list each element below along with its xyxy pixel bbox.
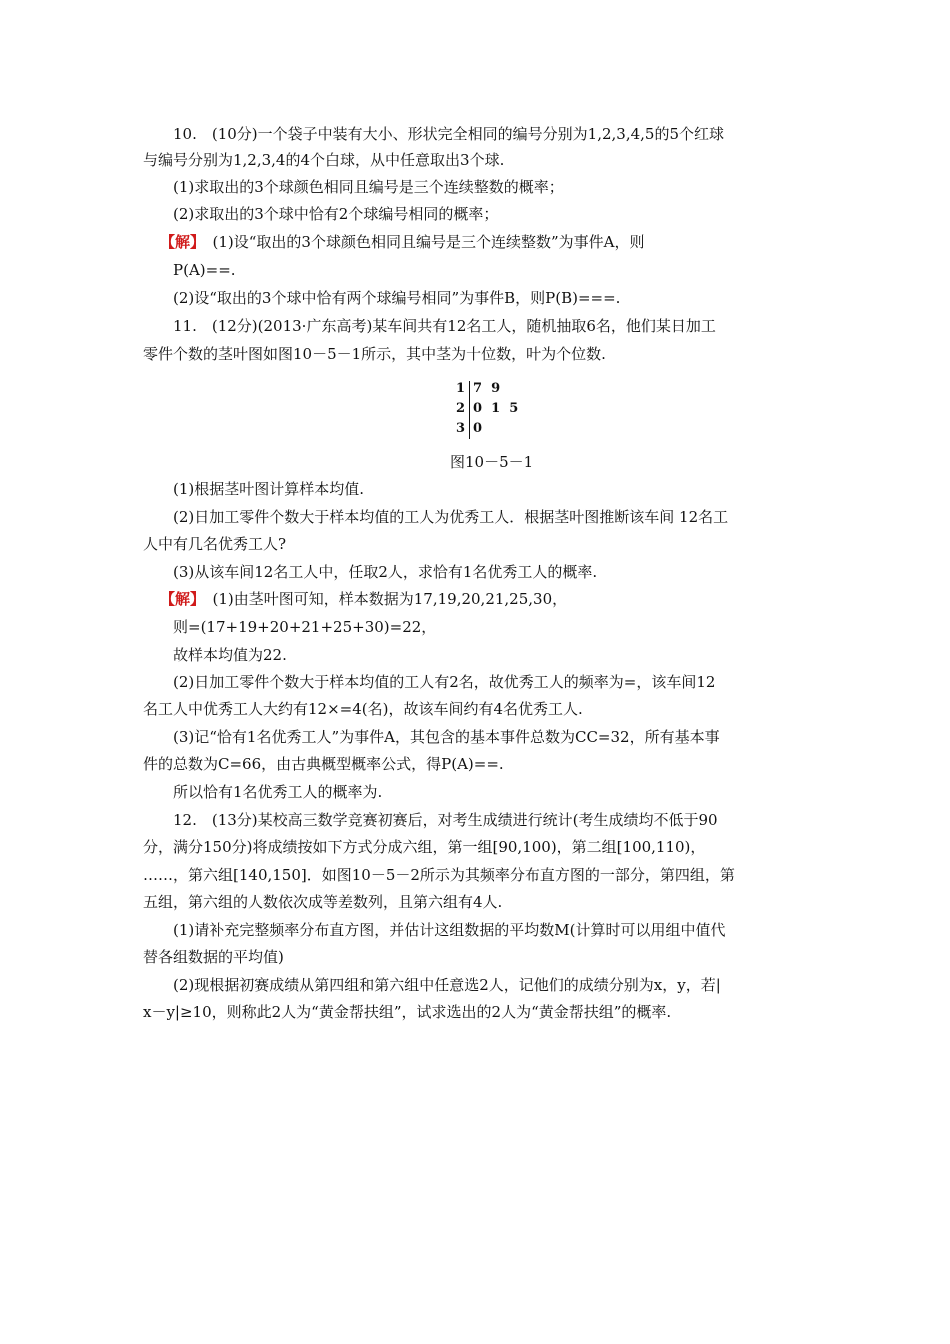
leaf-values: 0 1 5 <box>473 401 519 416</box>
q11-solution-line-3: 故样本均值为22. <box>173 646 287 664</box>
q11-solution-line-6: (3)记“恰有1名优秀工人”为事件A，其包含的基本事件总数为CC=32，所有基本事 <box>173 728 720 746</box>
q10-part-2: (2)求取出的3个球中恰有2个球编号相同的概率； <box>173 205 499 223</box>
q10-solution-text-1: (1)设“取出的3个球颜色相同且编号是三个连续整数”为事件A，则 <box>197 233 645 251</box>
q11-solution-line-5: 名工人中优秀工人大约有12×=4(名)，故该车间约有4名优秀工人. <box>143 700 583 718</box>
solution-label: 【解】 <box>160 233 198 251</box>
q12-part-2-line-1: (2)现根据初赛成绩从第四组和第六组中任意选2人，记他们的成绩分别为x，y，若| <box>173 976 721 994</box>
stem-value: 1 <box>455 381 465 396</box>
q12-part-1-line-2: 替各组数据的平均值) <box>143 948 284 966</box>
q10-part-1: (1)求取出的3个球颜色相同且编号是三个连续整数的概率； <box>173 178 564 196</box>
stem-leaf-plot <box>453 379 533 441</box>
q10-stem-line-1: 10. (10分)一个袋子中装有大小、形状完全相同的编号分别为1,2,3,4,5的5个红球 <box>173 125 724 143</box>
q12-stem-line-3: ……，第六组[140,150]．如图10－5－2所示为其频率分布直方图的一部分，第四组，第 <box>143 866 735 884</box>
q11-part-3: (3)从该车间12名工人中，任取2人，求恰有1名优秀工人的概率. <box>173 563 598 581</box>
q12-stem-line-4: 五组，第六组的人数依次成等差数列，且第六组有4人. <box>143 893 503 911</box>
stem-leaf-row <box>453 399 518 419</box>
q11-stem-line-2: 零件个数的茎叶图如图10－5－1所示，其中茎为十位数，叶为个位数. <box>143 345 606 363</box>
q10-solution-line-3: (2)设“取出的3个球中恰有两个球编号相同”为事件B，则P(B)===. <box>173 289 621 307</box>
q12-stem-line-1: 12. (13分)某校高三数学竞赛初赛后，对考生成绩进行统计(考生成绩均不低于90 <box>173 811 718 829</box>
stem-leaf-row <box>453 419 482 439</box>
q11-solution-line-8: 所以恰有1名优秀工人的概率为. <box>173 783 383 801</box>
q11-solution-line-4: (2)日加工零件个数大于样本均值的工人有2名，故优秀工人的频率为=，该车间12 <box>173 673 716 691</box>
stem-value: 2 <box>455 401 465 416</box>
q11-part-2-line-1: (2)日加工零件个数大于样本均值的工人为优秀工人．根据茎叶图推断该车间 12名工 <box>173 508 729 526</box>
q10-stem-line-2: 与编号分别为1,2,3,4的4个白球，从中任意取出3个球. <box>143 151 505 169</box>
q12-stem-line-2: 分，满分150分)将成绩按如下方式分成六组，第一组[90,100)，第二组[100,110)， <box>143 838 706 856</box>
q11-solution-text-1: (1)由茎叶图可知，样本数据为17,19,20,21,25,30， <box>197 590 568 608</box>
q12-part-1-line-1: (1)请补充完整频率分布直方图，并估计这组数据的平均数M(计算时可以用组中值代 <box>173 921 726 939</box>
q11-part-2-line-2: 人中有几名优秀工人? <box>143 535 287 553</box>
q11-part-1: (1)根据茎叶图计算样本均值. <box>173 480 365 498</box>
leaf-values: 0 <box>473 421 483 436</box>
q10-solution-line-1 <box>160 232 644 252</box>
q11-solution-line-7: 件的总数为C=66，由古典概型概率公式，得P(A)==. <box>143 755 504 773</box>
q12-part-2-line-2: x－y|≥10，则称此2人为“黄金帮扶组”，试求选出的2人为“黄金帮扶组”的概率. <box>143 1003 672 1021</box>
stem-leaf-row <box>453 379 500 399</box>
solution-label: 【解】 <box>160 590 198 608</box>
q11-solution-line-1 <box>160 589 567 609</box>
q11-stem-line-1: 11. (12分)(2013·广东高考)某车间共有12名工人，随机抽取6名，他们某日加工 <box>173 317 716 335</box>
q10-solution-line-2: P(A)==. <box>173 261 236 279</box>
leaf-values: 7 9 <box>473 381 501 396</box>
figure-caption: 图10－5－1 <box>450 453 534 471</box>
stem-value: 3 <box>455 421 465 436</box>
q11-solution-line-2: 则=(17+19+20+21+25+30)=22， <box>173 618 437 636</box>
